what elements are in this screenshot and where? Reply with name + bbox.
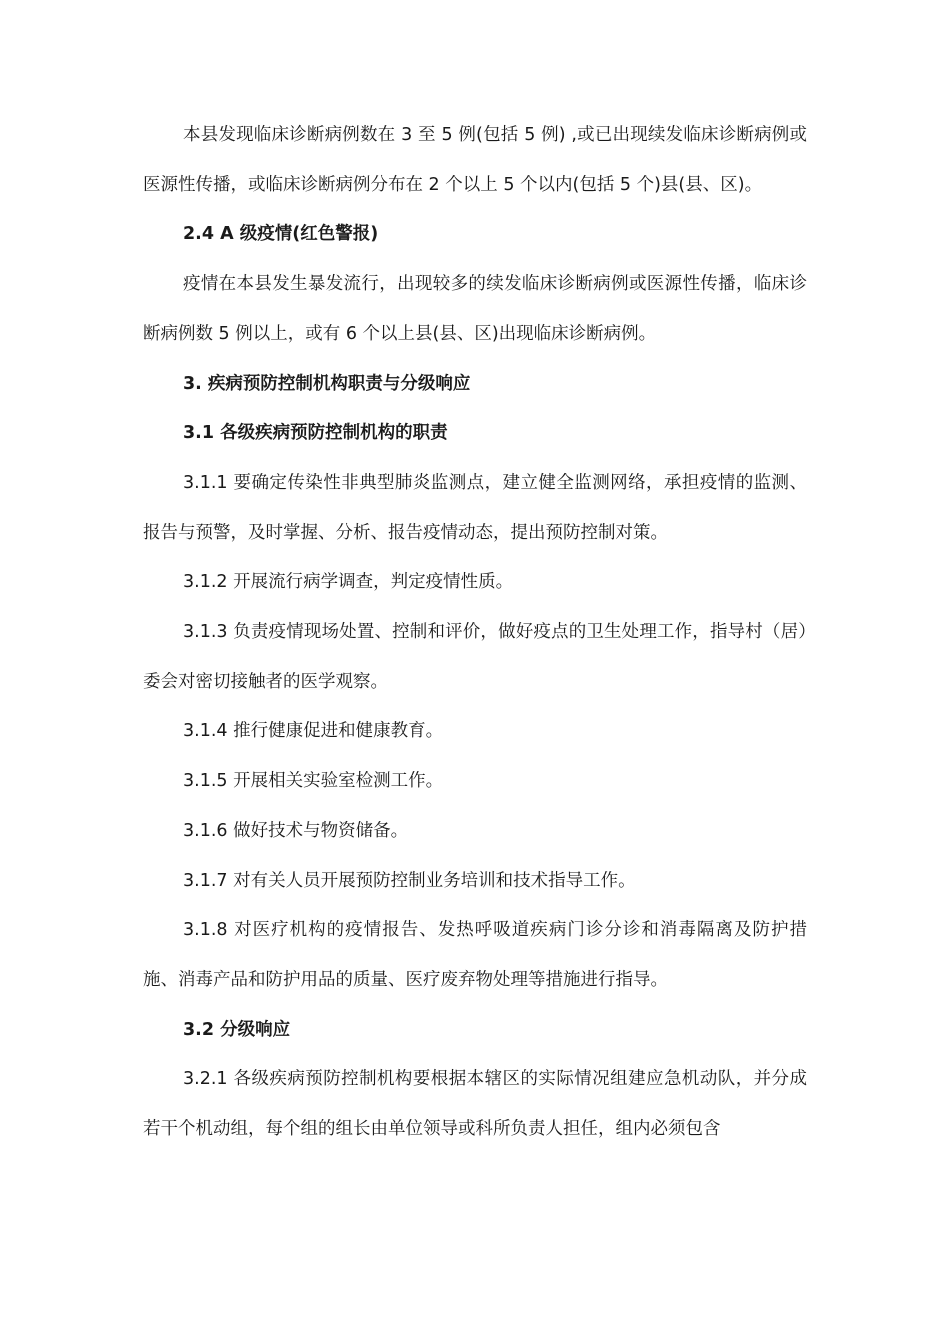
heading-3-2-graded-response: 3.2 分级响应 <box>183 1019 291 1040</box>
heading-2-4-level-a-red-alert: 2.4 A 级疫情(红色警报) <box>183 224 379 245</box>
paragraph-outbreak-epidemic: 疫情在本县发生暴发流行，出现较多的续发临床诊断病例或医源性传播，临床诊断病例数 5 例以上，或有 6 个以上县(县、区)出现临床诊断病例。 <box>143 274 807 344</box>
paragraph-3-2-1: 3.2.1 各级疾病预防控制机构要根据本辖区的实际情况组建应急机动队，并分成若干个机动组，每个组的组长由单位领导或科所负责人担任，组内必须包含 <box>143 1069 807 1140</box>
paragraph-3-1-1: 3.1.1 要确定传染性非典型肺炎监测点，建立健全监测网络，承担疫情的监测、报告与预警，及时掌握、分析、报告疫情动态，提出预防控制对策。 <box>143 472 807 543</box>
document-body <box>143 111 807 1155</box>
paragraph-3-1-2: 3.1.2 开展流行病学调查，判定疫情性质。 <box>183 572 514 593</box>
paragraph-3-1-3: 3.1.3 负责疫情现场处置、控制和评价，做好疫点的卫生处理工作，指导村（居）委会对密切接触者的医学观察。 <box>143 622 807 692</box>
paragraph-3-1-7: 3.1.7 对有关人员开展预防控制业务培训和技术指导工作。 <box>183 870 636 891</box>
paragraph-county-clinical-cases: 本县发现临床诊断病例数在 3 至 5 例(包括 5 例) ,或已出现续发临床诊断病例或医源性传播，或临床诊断病例分布在 2 个以上 5 个以内(包括 5 个)县(县、区)。 <box>143 125 807 195</box>
paragraph-3-1-6: 3.1.6 做好技术与物资储备。 <box>183 820 409 841</box>
paragraph-3-1-8: 3.1.8 对医疗机构的疫情报告、发热呼吸道疾病门诊分诊和消毒隔离及防护措施、消毒产品和防护用品的质量、医疗废弃物处理等措施进行指导。 <box>143 920 807 990</box>
heading-3-1-cdc-duties: 3.1 各级疾病预防控制机构的职责 <box>183 423 448 444</box>
heading-3-cdc-duties-and-response: 3. 疾病预防控制机构职责与分级响应 <box>183 373 471 394</box>
paragraph-3-1-4: 3.1.4 推行健康促进和健康教育。 <box>183 721 444 742</box>
paragraph-3-1-5: 3.1.5 开展相关实验室检测工作。 <box>183 771 444 792</box>
